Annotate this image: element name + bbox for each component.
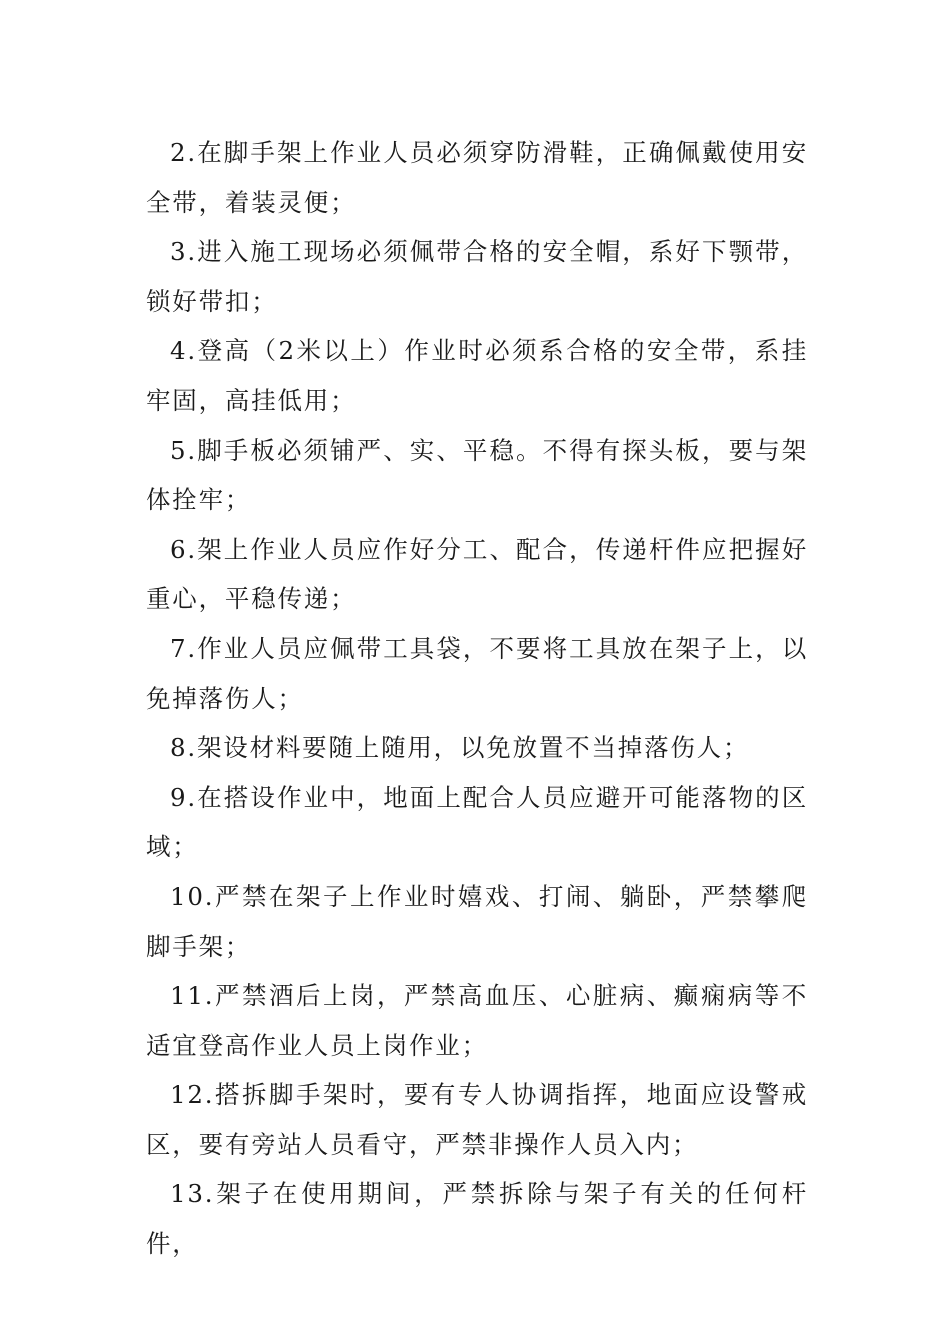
- paragraph-item-7: 7.作业人员应佩带工具袋，不要将工具放在架子上，以免掉落伤人；: [146, 633, 808, 713]
- paragraph-item-12: 12.搭拆脚手架时，要有专人协调指挥，地面应设警戒区，要有旁站人员看守，严禁非操作人员入内；: [146, 1080, 808, 1159]
- paragraph-item-2: 2.在脚手架上作业人员必须穿防滑鞋，正确佩戴使用安全带，着装灵便；: [146, 138, 808, 217]
- paragraph-item-13: 13.架子在使用期间，严禁拆除与架子有关的任何杆件，: [146, 1179, 808, 1259]
- paragraph-item-10: 10.严禁在架子上作业时嬉戏、打闹、躺卧，严禁攀爬脚手架；: [146, 881, 808, 961]
- paragraph-item-5: 5.脚手板必须铺严、实、平稳。不得有探头板，要与架体拴牢；: [146, 435, 808, 515]
- paragraph-item-6: 6.架上作业人员应作好分工、配合，传递杆件应把握好重心，平稳传递；: [146, 534, 808, 614]
- paragraph-item-4: 4.登高（2米以上）作业时必须系合格的安全带，系挂牢固，高挂低用；: [146, 336, 808, 415]
- paragraph-item-9: 9.在搭设作业中，地面上配合人员应避开可能落物的区域；: [146, 782, 808, 862]
- paragraph-item-11: 11.严禁酒后上岗，严禁高血压、心脏病、癫痫病等不适宜登高作业人员上岗作业；: [146, 981, 808, 1060]
- paragraph-item-3: 3.进入施工现场必须佩带合格的安全帽，系好下颚带，锁好带扣；: [146, 237, 808, 316]
- document-body: [146, 128, 808, 1269]
- paragraph-item-8: 8.架设材料要随上随用，以免放置不当掉落伤人；: [170, 733, 750, 763]
